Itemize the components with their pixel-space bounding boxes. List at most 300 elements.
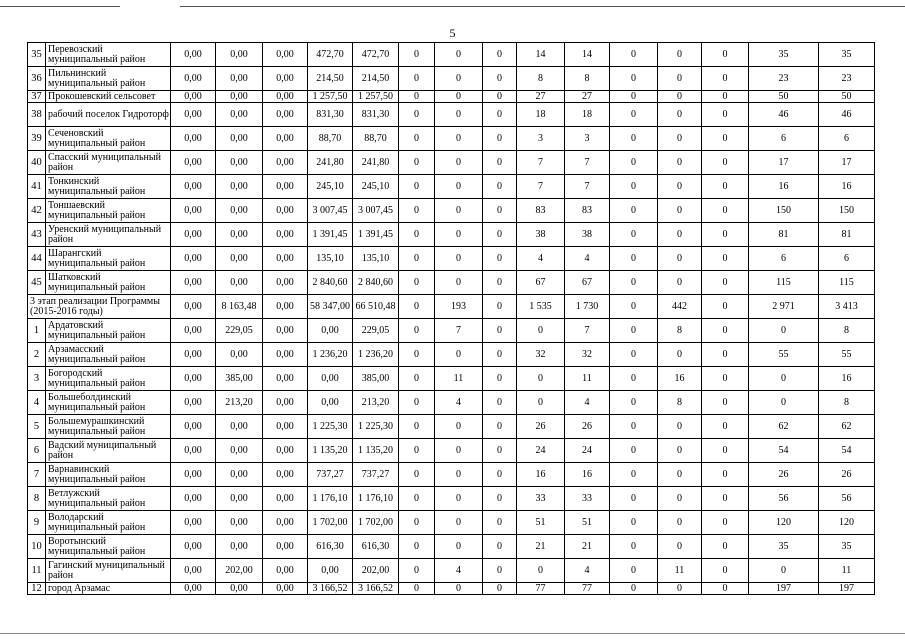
table-cell: 150 — [749, 199, 819, 223]
table-cell: 0 — [435, 199, 483, 223]
table-cell: 0,00 — [308, 367, 353, 391]
row-number: 7 — [28, 463, 46, 487]
table-cell: 8 — [565, 67, 610, 91]
table-cell: 8 163,48 — [216, 295, 263, 319]
table-cell: 0,00 — [171, 511, 216, 535]
table-cell: 16 — [819, 175, 875, 199]
table-row — [28, 175, 875, 199]
table-cell: 1 135,20 — [353, 439, 399, 463]
table-cell: 0,00 — [263, 151, 308, 175]
table-row — [28, 415, 875, 439]
table-row — [28, 463, 875, 487]
table-cell: 21 — [517, 535, 565, 559]
table-cell: 0 — [483, 175, 517, 199]
table-cell: 81 — [819, 223, 875, 247]
table-cell: 0,00 — [171, 535, 216, 559]
table-cell: 0 — [610, 415, 658, 439]
table-cell: 0 — [483, 535, 517, 559]
table-cell: 0,00 — [216, 103, 263, 127]
table-cell: 0 — [399, 535, 435, 559]
table-cell: 0,00 — [171, 295, 216, 319]
table-cell: 0,00 — [263, 367, 308, 391]
table-cell: 0,00 — [263, 223, 308, 247]
table-row — [28, 247, 875, 271]
table-cell: 0 — [658, 487, 702, 511]
table-cell: 4 — [565, 391, 610, 415]
table-cell: 616,30 — [308, 535, 353, 559]
table-body — [28, 43, 875, 595]
table-cell: 0 — [658, 583, 702, 595]
table-cell: 14 — [517, 43, 565, 67]
table-cell: 0 — [702, 43, 749, 67]
table-cell: 11 — [435, 367, 483, 391]
table-cell: 0 — [610, 247, 658, 271]
table-cell: 7 — [517, 151, 565, 175]
table-cell: 0 — [483, 247, 517, 271]
table-cell: 0 — [517, 367, 565, 391]
table-cell: 0 — [483, 127, 517, 151]
table-cell: 0 — [658, 439, 702, 463]
municipality-name: Володарский муниципальный район — [46, 511, 171, 535]
table-cell: 0 — [610, 43, 658, 67]
row-number: 6 — [28, 439, 46, 463]
table-cell: 0,00 — [263, 295, 308, 319]
table-cell: 0 — [702, 583, 749, 595]
table-cell: 0,00 — [171, 151, 216, 175]
table-cell: 213,20 — [216, 391, 263, 415]
table-cell: 385,00 — [216, 367, 263, 391]
table-cell: 0 — [610, 319, 658, 343]
table-cell: 0 — [483, 343, 517, 367]
municipality-name: Прокошевский сельсовет — [46, 91, 171, 103]
table-cell: 135,10 — [353, 247, 399, 271]
table-cell: 0 — [435, 223, 483, 247]
municipality-name: Большемурашкинский муниципальный район — [46, 415, 171, 439]
table-cell: 62 — [749, 415, 819, 439]
table-cell: 0,00 — [171, 343, 216, 367]
table-row — [28, 103, 875, 127]
municipality-name: Уренский муниципальный район — [46, 223, 171, 247]
table-cell: 472,70 — [308, 43, 353, 67]
table-cell: 38 — [565, 223, 610, 247]
table-cell: 0 — [399, 43, 435, 67]
table-cell: 120 — [749, 511, 819, 535]
table-row — [28, 343, 875, 367]
municipality-name: Варнавинский муниципальный район — [46, 463, 171, 487]
table-cell: 0 — [702, 271, 749, 295]
table-cell: 0 — [399, 103, 435, 127]
table-cell: 0 — [610, 535, 658, 559]
table-cell: 0 — [610, 91, 658, 103]
table-cell: 0,00 — [263, 583, 308, 595]
table-cell: 0,00 — [263, 463, 308, 487]
table-cell: 0,00 — [171, 319, 216, 343]
table-cell: 1 391,45 — [353, 223, 399, 247]
table-row — [28, 223, 875, 247]
table-cell: 0,00 — [171, 199, 216, 223]
table-cell: 0 — [749, 367, 819, 391]
table-cell: 8 — [819, 391, 875, 415]
table-cell: 24 — [565, 439, 610, 463]
bottom-rule — [0, 633, 905, 634]
table-cell: 26 — [565, 415, 610, 439]
table-cell: 245,10 — [353, 175, 399, 199]
table-cell: 0,00 — [171, 487, 216, 511]
row-number: 44 — [28, 247, 46, 271]
table-cell: 0,00 — [216, 343, 263, 367]
table-cell: 0 — [610, 67, 658, 91]
table-row — [28, 391, 875, 415]
table-cell: 737,27 — [308, 463, 353, 487]
row-number: 1 — [28, 319, 46, 343]
table-cell: 0,00 — [216, 199, 263, 223]
table-cell: 0 — [702, 391, 749, 415]
table-row — [28, 583, 875, 595]
table-cell: 0,00 — [216, 535, 263, 559]
table-cell: 0 — [658, 199, 702, 223]
table-cell: 0 — [483, 223, 517, 247]
table-cell: 35 — [749, 43, 819, 67]
table-cell: 0,00 — [263, 487, 308, 511]
stage-label: 3 этап реализации Программы (2015-2016 годы) — [28, 295, 171, 319]
table-cell: 0 — [658, 175, 702, 199]
municipality-name: Гагинский муниципальный район — [46, 559, 171, 583]
table-cell: 0,00 — [216, 487, 263, 511]
table-cell: 0 — [702, 415, 749, 439]
table-cell: 0 — [702, 487, 749, 511]
table-cell: 0,00 — [171, 391, 216, 415]
row-number: 4 — [28, 391, 46, 415]
table-cell: 35 — [819, 43, 875, 67]
table-cell: 35 — [819, 535, 875, 559]
table-row — [28, 67, 875, 91]
table-cell: 7 — [565, 175, 610, 199]
table-cell: 0,00 — [216, 583, 263, 595]
table-cell: 3 166,52 — [353, 583, 399, 595]
table-cell: 58 347,00 — [308, 295, 353, 319]
table-cell: 0,00 — [216, 247, 263, 271]
table-cell: 0 — [399, 415, 435, 439]
municipality-name: Вадский муниципальный район — [46, 439, 171, 463]
table-cell: 0 — [517, 559, 565, 583]
table-cell: 2 840,60 — [353, 271, 399, 295]
table-cell: 38 — [517, 223, 565, 247]
table-row — [28, 511, 875, 535]
table-cell: 7 — [517, 175, 565, 199]
table-cell: 0 — [610, 583, 658, 595]
table-cell: 0 — [399, 487, 435, 511]
table-cell: 0 — [435, 535, 483, 559]
table-cell: 26 — [517, 415, 565, 439]
row-number: 10 — [28, 535, 46, 559]
row-number: 36 — [28, 67, 46, 91]
table-cell: 0 — [399, 391, 435, 415]
table-cell: 0 — [610, 391, 658, 415]
table-cell: 0,00 — [171, 439, 216, 463]
table-cell: 77 — [517, 583, 565, 595]
table-cell: 0 — [435, 487, 483, 511]
table-cell: 3 — [517, 127, 565, 151]
table-cell: 0 — [435, 583, 483, 595]
table-cell: 0 — [702, 319, 749, 343]
table-cell: 88,70 — [353, 127, 399, 151]
table-cell: 0 — [483, 103, 517, 127]
table-cell: 0,00 — [263, 175, 308, 199]
table-cell: 33 — [517, 487, 565, 511]
table-row — [28, 91, 875, 103]
table-cell: 8 — [819, 319, 875, 343]
table-cell: 18 — [565, 103, 610, 127]
row-number: 12 — [28, 583, 46, 595]
table-cell: 135,10 — [308, 247, 353, 271]
table-cell: 0 — [658, 127, 702, 151]
table-cell: 0 — [610, 151, 658, 175]
table-cell: 7 — [565, 151, 610, 175]
table-cell: 214,50 — [308, 67, 353, 91]
table-cell: 0 — [399, 439, 435, 463]
table-cell: 0,00 — [263, 103, 308, 127]
table-cell: 11 — [819, 559, 875, 583]
table-cell: 0 — [483, 559, 517, 583]
row-number: 2 — [28, 343, 46, 367]
table-cell: 11 — [658, 559, 702, 583]
table-cell: 0 — [399, 583, 435, 595]
table-cell: 0,00 — [263, 535, 308, 559]
table-cell: 0 — [435, 91, 483, 103]
table-cell: 0 — [658, 415, 702, 439]
table-cell: 26 — [819, 463, 875, 487]
row-number: 45 — [28, 271, 46, 295]
table-cell: 0 — [435, 511, 483, 535]
table-cell: 0 — [435, 415, 483, 439]
table-cell: 46 — [819, 103, 875, 127]
table-cell: 245,10 — [308, 175, 353, 199]
table-cell: 0 — [399, 271, 435, 295]
table-cell: 0 — [399, 67, 435, 91]
table-cell: 2 971 — [749, 295, 819, 319]
table-cell: 3 007,45 — [308, 199, 353, 223]
table-cell: 0,00 — [263, 43, 308, 67]
table-cell: 1 135,20 — [308, 439, 353, 463]
table-cell: 16 — [749, 175, 819, 199]
table-cell: 0 — [483, 415, 517, 439]
municipality-name: Пильнинский муниципальный район — [46, 67, 171, 91]
table-cell: 83 — [517, 199, 565, 223]
table-cell: 24 — [517, 439, 565, 463]
table-cell: 54 — [749, 439, 819, 463]
municipality-name: Арзамасский муниципальный район — [46, 343, 171, 367]
table-cell: 0 — [483, 271, 517, 295]
table-cell: 1 702,00 — [353, 511, 399, 535]
table-cell: 0 — [399, 247, 435, 271]
table-cell: 1 236,20 — [353, 343, 399, 367]
table-cell: 0,00 — [263, 343, 308, 367]
table-cell: 4 — [565, 559, 610, 583]
table-cell: 6 — [749, 247, 819, 271]
table-cell: 0 — [399, 295, 435, 319]
table-row — [28, 367, 875, 391]
table-cell: 51 — [565, 511, 610, 535]
table-cell: 0 — [702, 67, 749, 91]
table-cell: 27 — [517, 91, 565, 103]
row-number: 5 — [28, 415, 46, 439]
table-cell: 6 — [749, 127, 819, 151]
table-cell: 0,00 — [171, 463, 216, 487]
table-cell: 0 — [483, 43, 517, 67]
table-cell: 0 — [658, 67, 702, 91]
table-cell: 1 257,50 — [308, 91, 353, 103]
table-cell: 32 — [517, 343, 565, 367]
table-cell: 16 — [658, 367, 702, 391]
table-cell: 7 — [565, 319, 610, 343]
table-cell: 2 840,60 — [308, 271, 353, 295]
table-cell: 50 — [819, 91, 875, 103]
table-row — [28, 271, 875, 295]
table-cell: 0,00 — [216, 415, 263, 439]
table-cell: 0 — [483, 439, 517, 463]
table-cell: 55 — [819, 343, 875, 367]
table-cell: 0,00 — [216, 91, 263, 103]
table-cell: 0 — [702, 343, 749, 367]
table-cell: 4 — [435, 559, 483, 583]
table-cell: 0 — [702, 127, 749, 151]
municipality-name: Тоншаевский муниципальный район — [46, 199, 171, 223]
table-cell: 0,00 — [171, 91, 216, 103]
table-cell: 0 — [399, 559, 435, 583]
row-number: 35 — [28, 43, 46, 67]
table-cell: 0,00 — [171, 247, 216, 271]
table-cell: 56 — [749, 487, 819, 511]
table-cell: 16 — [819, 367, 875, 391]
table-cell: 0 — [483, 199, 517, 223]
table-cell: 0,00 — [263, 439, 308, 463]
table-cell: 0 — [610, 199, 658, 223]
table-cell: 17 — [749, 151, 819, 175]
table-cell: 51 — [517, 511, 565, 535]
table-cell: 197 — [749, 583, 819, 595]
table-cell: 0,00 — [216, 271, 263, 295]
table-cell: 0 — [658, 535, 702, 559]
table-cell: 50 — [749, 91, 819, 103]
table-cell: 241,80 — [308, 151, 353, 175]
table-cell: 1 176,10 — [308, 487, 353, 511]
table-cell: 0 — [435, 103, 483, 127]
table-cell: 0,00 — [171, 367, 216, 391]
table-cell: 4 — [435, 391, 483, 415]
municipality-name: Спасский муниципальный район — [46, 151, 171, 175]
table-cell: 0,00 — [171, 175, 216, 199]
municipality-name: Большеболдинский муниципальный район — [46, 391, 171, 415]
table-cell: 54 — [819, 439, 875, 463]
row-number: 42 — [28, 199, 46, 223]
table-cell: 120 — [819, 511, 875, 535]
table-cell: 241,80 — [353, 151, 399, 175]
table-cell: 46 — [749, 103, 819, 127]
table-cell: 0 — [610, 511, 658, 535]
table-cell: 0,00 — [216, 67, 263, 91]
table-cell: 0,00 — [171, 127, 216, 151]
table-cell: 1 236,20 — [308, 343, 353, 367]
table-cell: 77 — [565, 583, 610, 595]
municipality-name: Воротынский муниципальный район — [46, 535, 171, 559]
table-cell: 0 — [658, 511, 702, 535]
municipality-name: Богородский муниципальный район — [46, 367, 171, 391]
table-row — [28, 127, 875, 151]
table-cell: 0 — [483, 583, 517, 595]
table-cell: 0 — [749, 319, 819, 343]
table-cell: 0 — [399, 223, 435, 247]
municipality-name: Сеченовский муниципальный район — [46, 127, 171, 151]
table-cell: 17 — [819, 151, 875, 175]
table-cell: 0 — [658, 103, 702, 127]
table-cell: 213,20 — [353, 391, 399, 415]
table-cell: 0 — [610, 343, 658, 367]
municipality-name: Ветлужский муниципальный район — [46, 487, 171, 511]
table-cell: 16 — [565, 463, 610, 487]
table-cell: 0,00 — [263, 559, 308, 583]
table-cell: 442 — [658, 295, 702, 319]
table-cell: 0 — [399, 319, 435, 343]
table-cell: 1 535 — [517, 295, 565, 319]
table-cell: 0,00 — [171, 43, 216, 67]
table-cell: 0,00 — [171, 583, 216, 595]
table-cell: 197 — [819, 583, 875, 595]
table-cell: 0 — [610, 103, 658, 127]
table-cell: 0 — [658, 91, 702, 103]
table-cell: 0 — [483, 295, 517, 319]
table-cell: 0 — [435, 247, 483, 271]
table-cell: 23 — [749, 67, 819, 91]
table-cell: 0 — [658, 463, 702, 487]
table-cell: 3 — [565, 127, 610, 151]
table-cell: 1 257,50 — [353, 91, 399, 103]
table-cell: 16 — [517, 463, 565, 487]
row-number: 41 — [28, 175, 46, 199]
table-cell: 150 — [819, 199, 875, 223]
table-cell: 0 — [483, 511, 517, 535]
table-row — [28, 199, 875, 223]
table-cell: 0,00 — [308, 559, 353, 583]
table-cell: 0 — [517, 391, 565, 415]
table-cell: 0 — [610, 463, 658, 487]
table-cell: 0 — [610, 127, 658, 151]
table-cell: 0 — [702, 151, 749, 175]
page-number: 5 — [449, 26, 456, 40]
table-cell: 27 — [565, 91, 610, 103]
table-cell: 3 413 — [819, 295, 875, 319]
table-cell: 0 — [399, 367, 435, 391]
table-cell: 0 — [483, 463, 517, 487]
table-row — [28, 535, 875, 559]
table-cell: 8 — [517, 67, 565, 91]
table-cell: 0,00 — [216, 223, 263, 247]
table-cell: 0 — [610, 367, 658, 391]
table-cell: 0 — [399, 463, 435, 487]
table-cell: 83 — [565, 199, 610, 223]
row-number: 9 — [28, 511, 46, 535]
table-cell: 81 — [749, 223, 819, 247]
table-cell: 0,00 — [216, 127, 263, 151]
table-cell: 66 510,48 — [353, 295, 399, 319]
table-cell: 62 — [819, 415, 875, 439]
table-cell: 0 — [702, 439, 749, 463]
table-cell: 0,00 — [263, 127, 308, 151]
table-cell: 55 — [749, 343, 819, 367]
table-cell: 0 — [610, 175, 658, 199]
table-cell: 0 — [702, 223, 749, 247]
table-cell: 0 — [702, 295, 749, 319]
table-cell: 0 — [658, 247, 702, 271]
